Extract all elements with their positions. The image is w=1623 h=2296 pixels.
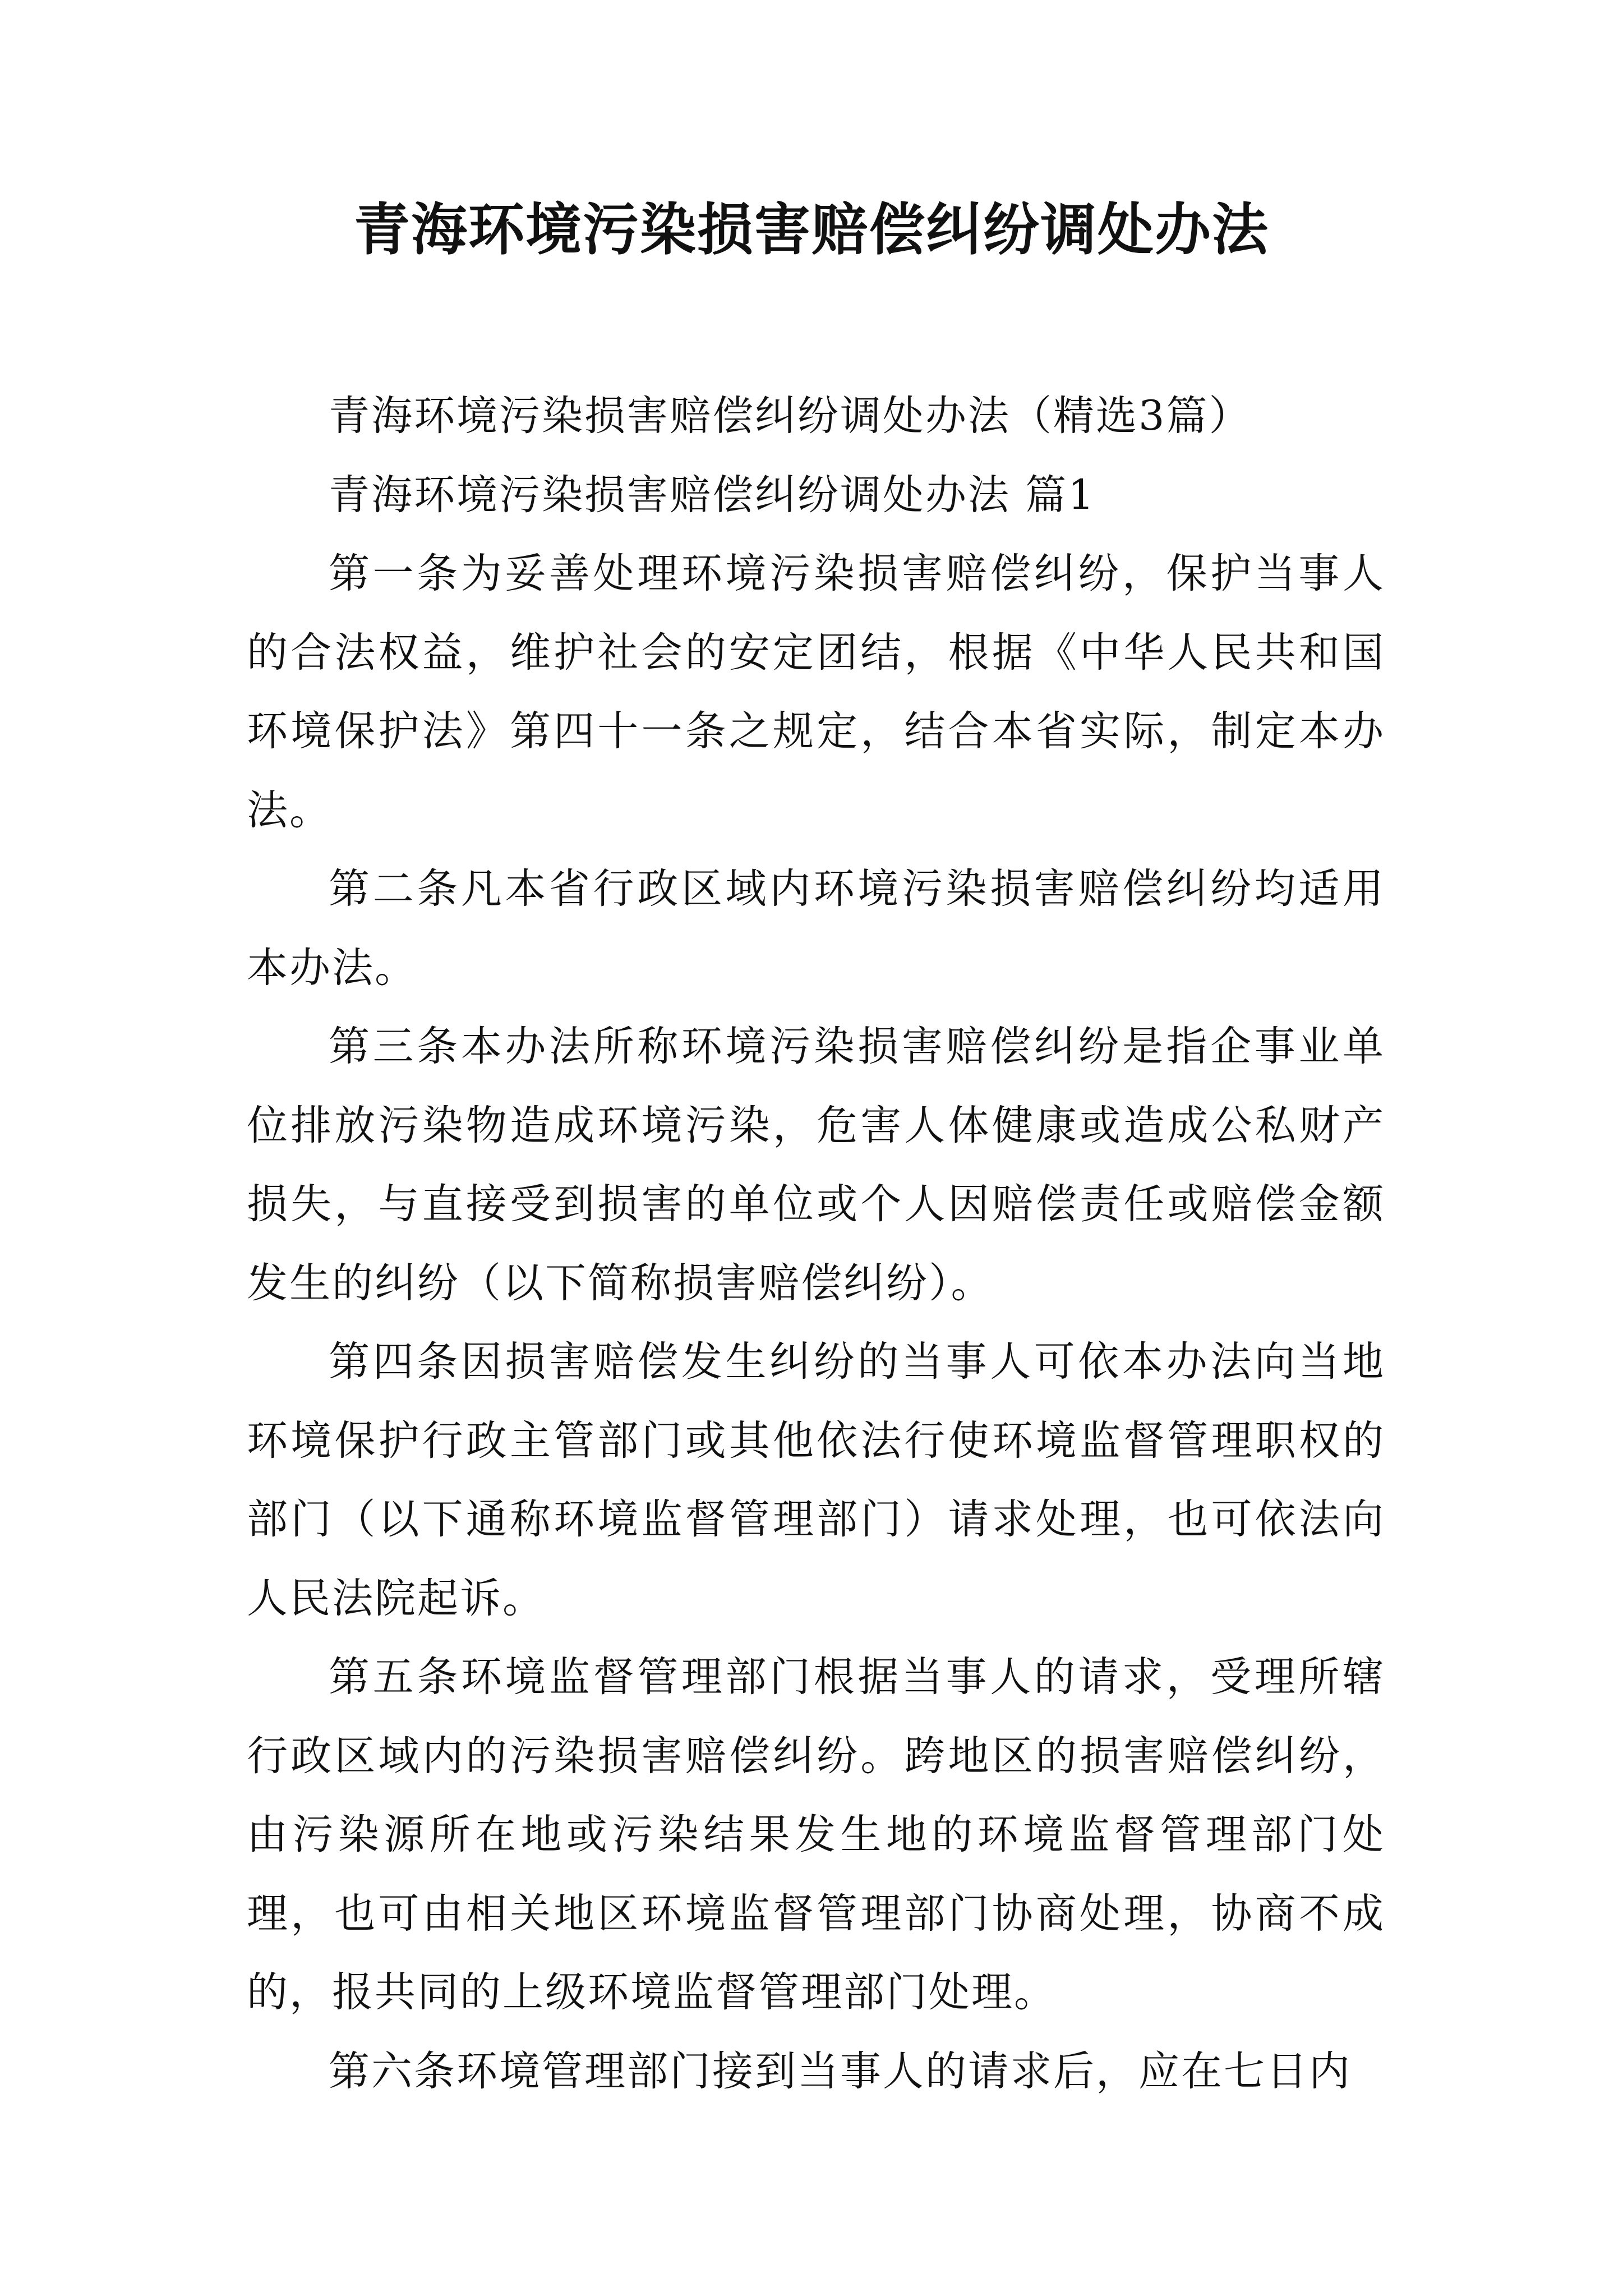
- subtitle-section-1: 青海环境污染损害赔偿纠纷调处办法 篇1: [329, 471, 1096, 519]
- article-5: 第五条环境监督管理部门根据当事人的请求，受理所辖行政区域内的污染损害赔偿纠纷。跨地区的损害赔偿纠纷，由污染源所在地或污染结果发生地的环境监督管理部门处理，也可由相关地区环境监督管理部门协商处理，协商不成的，报共同的上级环境监督管理部门处理。: [247, 1653, 1385, 2016]
- article-3: 第三条本办法所称环境污染损害赔偿纠纷是指企事业单位排放污染物造成环境污染，危害人体健康或造成公私财产损失，与直接受到损害的单位或个人因赔偿责任或赔偿金额发生的纠纷（以下简称损害赔偿纠纷）。: [247, 1023, 1385, 1307]
- article-2: 第二条凡本省行政区域内环境污染损害赔偿纠纷均适用本办法。: [247, 865, 1385, 992]
- article-1: 第一条为妥善处理环境污染损害赔偿纠纷，保护当事人的合法权益，维护社会的安定团结，根据《中华人民共和国环境保护法》第四十一条之规定，结合本省实际，制定本办法。: [247, 550, 1385, 834]
- article-4: 第四条因损害赔偿发生纠纷的当事人可依本办法向当地环境保护行政主管部门或其他依法行使环境监督管理职权的部门（以下通称环境监督管理部门）请求处理，也可依法向人民法院起诉。: [247, 1338, 1385, 1622]
- subtitle-collection: 青海环境污染损害赔偿纠纷调处办法（精选3篇）: [329, 392, 1252, 440]
- article-6: 第六条环境管理部门接到当事人的请求后，应在七日内: [329, 2047, 1352, 2095]
- document-body: [247, 377, 1385, 2111]
- document-title: 青海环境污染损害赔偿纠纷调处办法: [354, 197, 1269, 263]
